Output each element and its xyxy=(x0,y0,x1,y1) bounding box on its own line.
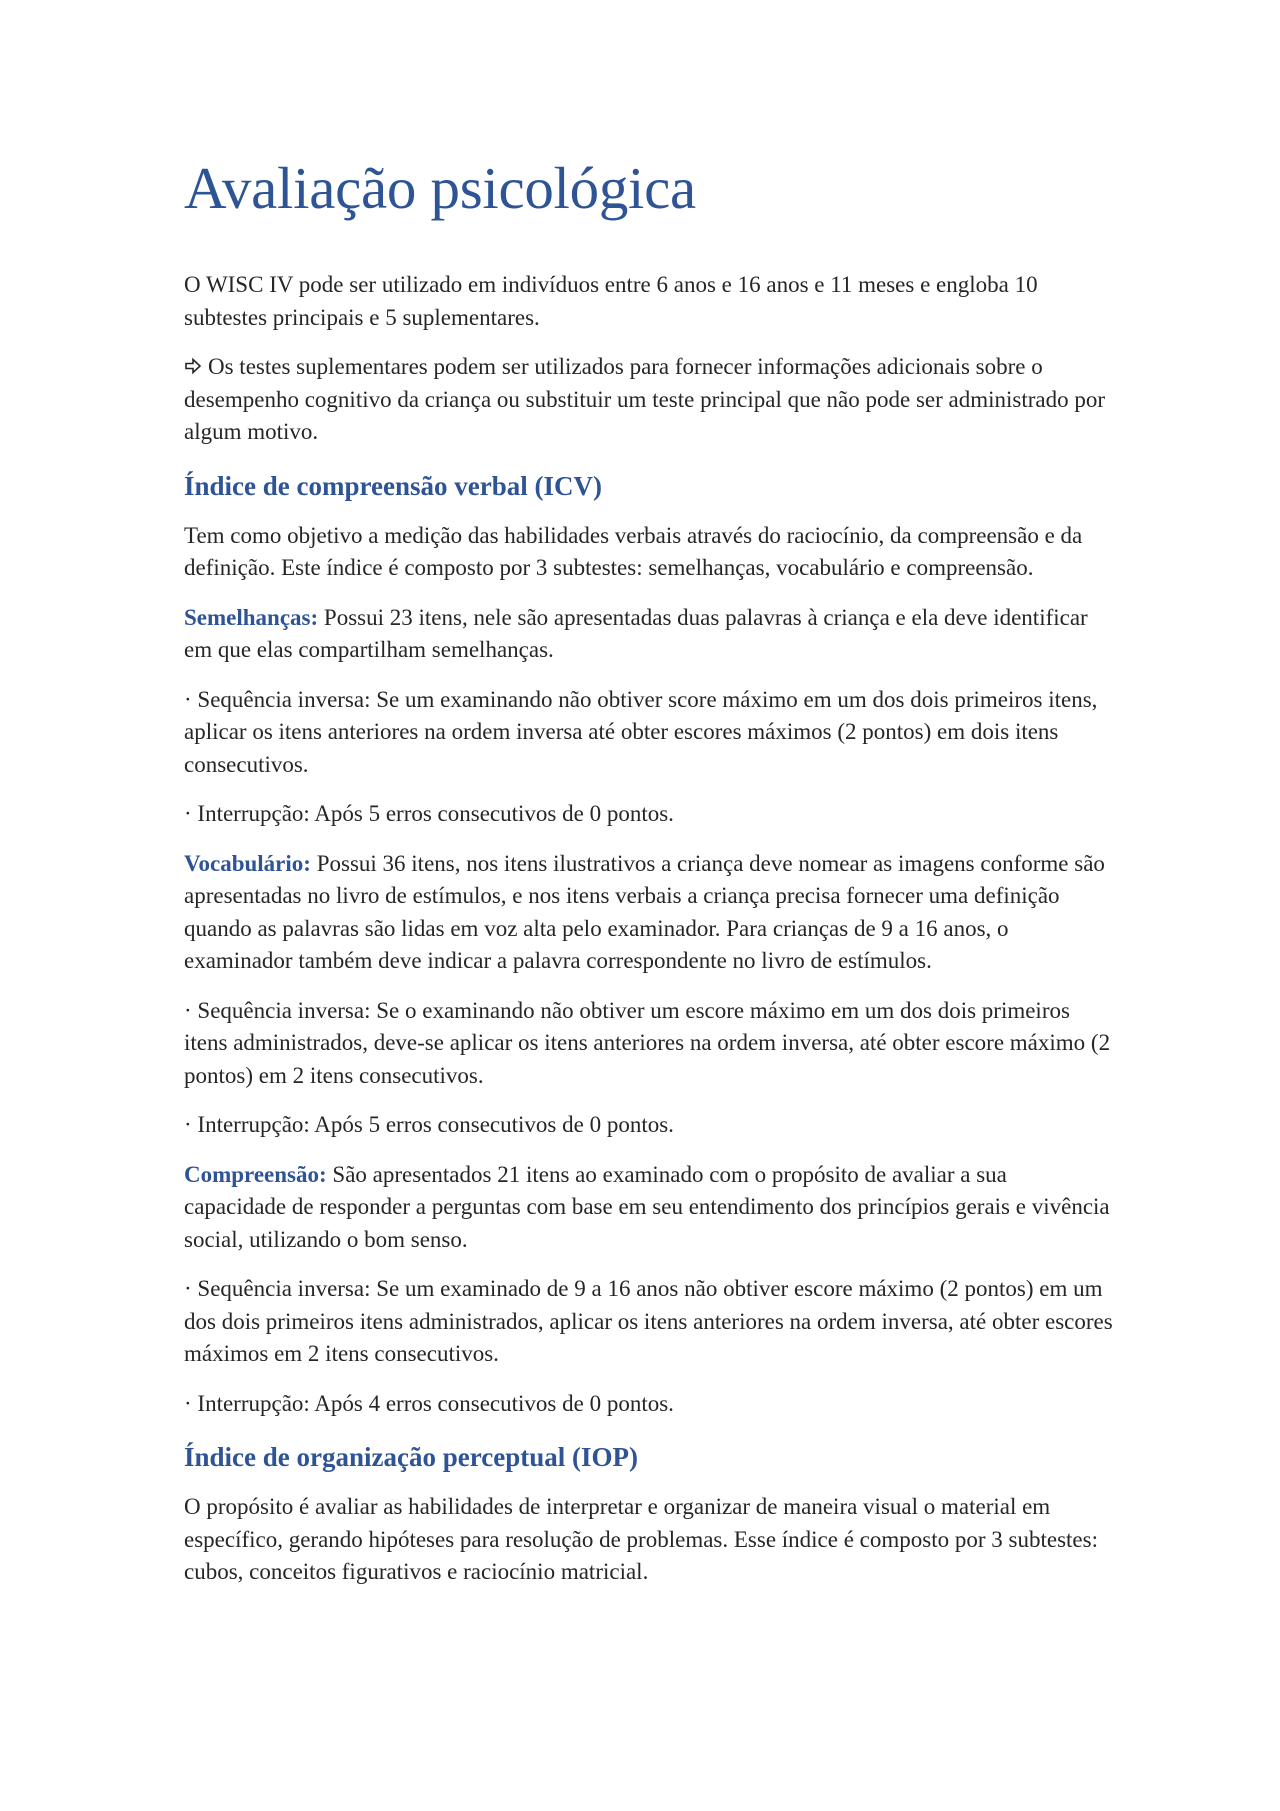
document-page xyxy=(184,0,1114,1589)
compreensao-paragraph xyxy=(184,1159,1114,1257)
note-text: Os testes suplementares podem ser utilizados para fornecer informações adicionais sobre o desempenho cognitivo da criança ou substituir um teste principal que não pode ser administrado por algum motivo. xyxy=(184,354,1106,444)
vocabulario-text: Possui 36 itens, nos itens ilustrativos a criança deve nomear as imagens conforme são apresentadas no livro de estímulos, e nos itens verbais a criança precisa fornecer uma definição quando as palavras são lidas em voz alta pelo examinador. Para crianças de 9 a 16 anos, o examinador também deve indicar a palavra correspondente no livro de estímulos. xyxy=(184,850,1105,973)
iop-description: O propósito é avaliar as habilidades de interpretar e organizar de maneira visual o material em específico, gerando hipóteses para resolução de problemas. Esse índice é composto por 3 subtestes: cubos, conceitos figurativos e raciocínio matricial. xyxy=(184,1494,1098,1584)
compreensao-sequencia: · Sequência inversa: Se um examinado de 9 a 16 anos não obtiver escore máximo (2 pontos) em um dos dois primeiros itens administrados, aplicar os itens anteriores na ordem inversa, até obter escores máximos em 2 itens consecutivos. xyxy=(184,1276,1113,1366)
right-arrow-icon xyxy=(184,357,202,375)
section-heading-iop: Índice de organização perceptual (IOP) xyxy=(184,1442,638,1472)
page-title: Avaliação psicológica xyxy=(184,155,696,221)
vocabulario-paragraph xyxy=(184,848,1114,978)
vocabulario-label: Vocabulário: xyxy=(184,850,311,876)
note-paragraph xyxy=(184,351,1114,449)
intro-paragraph: O WISC IV pode ser utilizado em indivíduos entre 6 anos e 16 anos e 11 meses e engloba 10 subtestes principais e 5 suplementares. xyxy=(184,272,1038,330)
vocabulario-sequencia: · Sequência inversa: Se o examinando não obtiver um escore máximo em um dos dois primeiros itens administrados, deve-se aplicar os itens anteriores na ordem inversa, até obter escore máximo (2 pontos) em 2 itens consecutivos. xyxy=(184,997,1111,1088)
icv-description: Tem como objetivo a medição das habilidades verbais através do raciocínio, da compreensão e da definição. Este índice é composto por 3 subtestes: semelhanças, vocabulário e compreensão. xyxy=(184,522,1083,580)
semelhancas-sequencia: · Sequência inversa: Se um examinando não obtiver score máximo em um dos dois primeiros itens, aplicar os itens anteriores na ordem inversa até obter escores máximos (2 pontos) em dois itens consecutivos. xyxy=(184,686,1098,777)
compreensao-text: São apresentados 21 itens ao examinado com o propósito de avaliar a sua capacidade de responder a perguntas com base em seu entendimento dos princípios gerais e vivência social, utilizando o bom senso. xyxy=(184,1161,1110,1252)
semelhancas-text: Possui 23 itens, nele são apresentadas duas palavras à criança e ela deve identificar em que elas compartilham semelhanças. xyxy=(184,604,1088,662)
semelhancas-interrupcao: · Interrupção: Após 5 erros consecutivos de 0 pontos. xyxy=(184,801,674,826)
semelhancas-paragraph xyxy=(184,602,1114,667)
vocabulario-interrupcao: · Interrupção: Após 5 erros consecutivos de 0 pontos. xyxy=(184,1112,674,1137)
compreensao-interrupcao: · Interrupção: Após 4 erros consecutivos de 0 pontos. xyxy=(184,1390,674,1416)
semelhancas-label: Semelhanças: xyxy=(184,604,319,630)
compreensao-label: Compreensão: xyxy=(184,1161,327,1187)
section-heading-icv: Índice de compreensão verbal (ICV) xyxy=(184,470,602,501)
